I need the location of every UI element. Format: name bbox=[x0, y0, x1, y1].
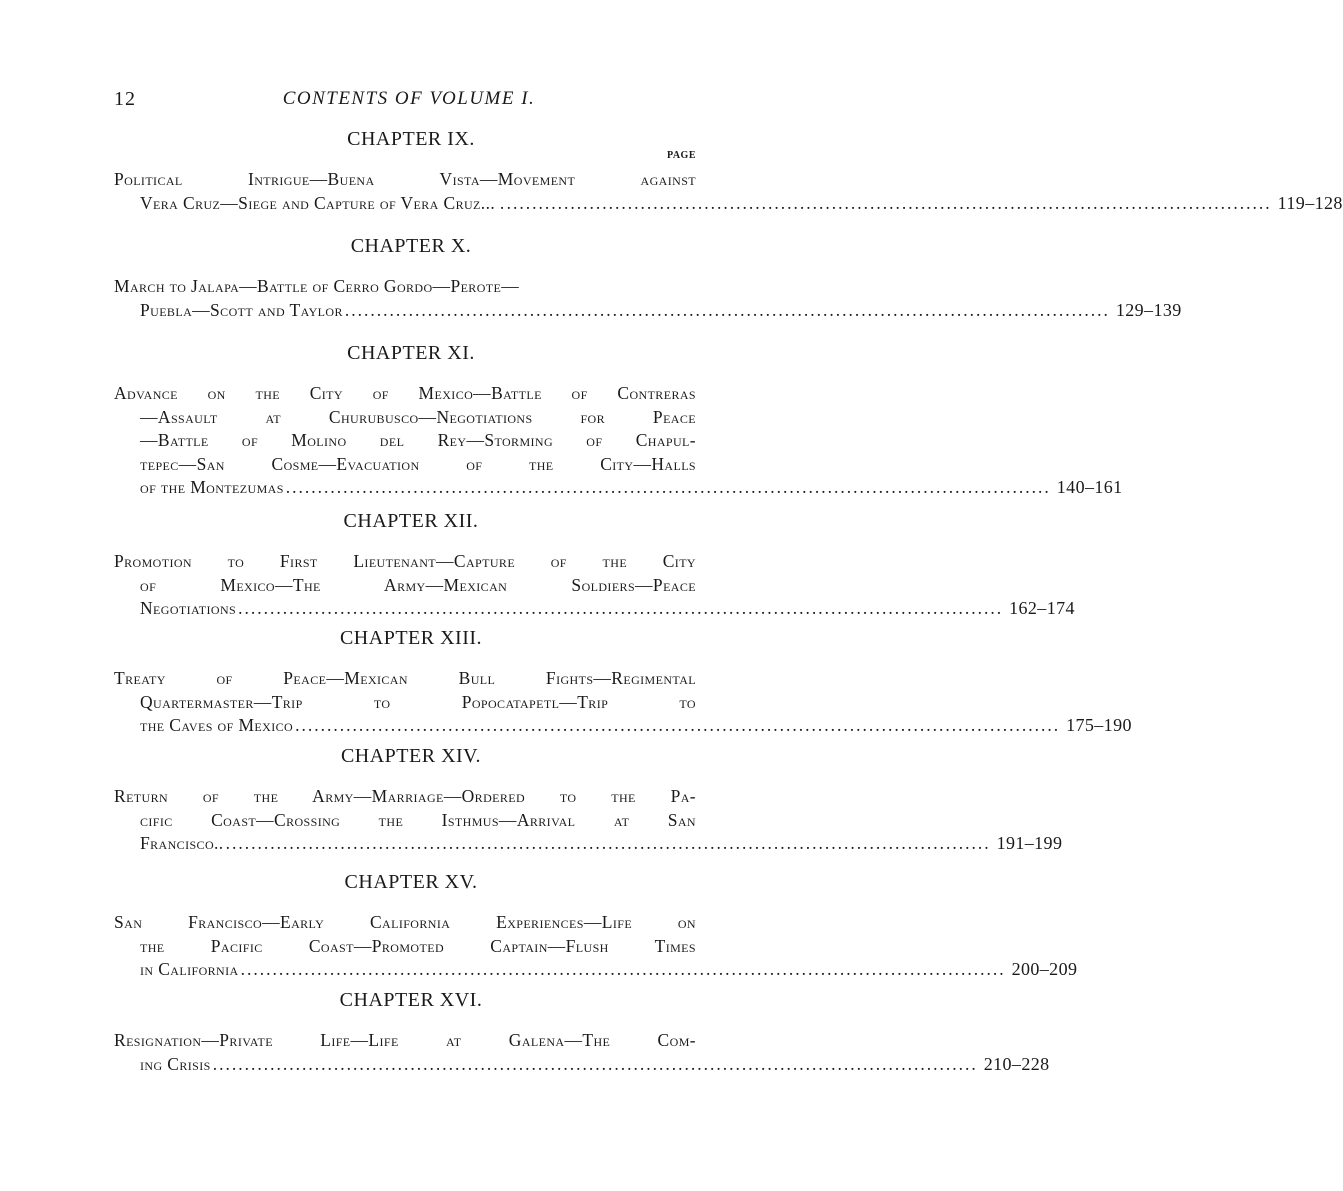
page-column-label: PAGE bbox=[666, 150, 696, 161]
summary-line: tepec—San Cosme—Evacuation of the City—Halls bbox=[140, 453, 696, 474]
page-range: 210–228 bbox=[983, 1053, 1050, 1074]
chapter-heading: CHAPTER IX. bbox=[347, 128, 475, 150]
summary-text: Puebla—Scott and Taylor bbox=[140, 299, 343, 320]
summary-line bbox=[114, 192, 1343, 216]
summary-line bbox=[114, 299, 1182, 323]
chapter-xi bbox=[114, 340, 1123, 500]
page-range: 119–128 bbox=[1277, 192, 1343, 213]
summary-line: Resignation—Private Life—Life at Galena—The Com- bbox=[114, 1030, 696, 1050]
summary-line bbox=[114, 597, 1075, 621]
page-range: 200–209 bbox=[1011, 959, 1078, 979]
summary-text: Negotiations bbox=[140, 598, 237, 618]
summary-text: ing Crisis bbox=[140, 1053, 211, 1074]
dot-leader: ........................................................................................................................ bbox=[212, 1053, 978, 1074]
chapter-xii bbox=[114, 508, 1075, 621]
running-title: CONTENTS OF VOLUME I. bbox=[282, 88, 536, 109]
summary-line: Promotion to First Lieutenant—Capture of the City bbox=[114, 551, 696, 571]
summary-line: —Assault at Churubusco—Negotiations for Peace bbox=[140, 406, 696, 427]
chapter-heading: CHAPTER XIV. bbox=[340, 745, 482, 767]
dot-leader: ........................................................................................................................ bbox=[506, 192, 1272, 213]
chapter-summary bbox=[114, 382, 1123, 500]
summary-text: Vera Cruz—Siege and Capture of Vera Cruz... . bbox=[140, 192, 505, 213]
summary-line: Quartermaster—Trip to Popocatapetl—Trip to bbox=[140, 691, 696, 712]
page-range: 162–174 bbox=[1009, 598, 1075, 618]
chapter-x bbox=[114, 233, 1182, 322]
summary-text: in California bbox=[140, 959, 239, 979]
summary-line: cific Coast—Crossing the Isthmus—Arrival at San bbox=[140, 809, 696, 830]
running-head bbox=[114, 88, 694, 114]
summary-text: the Caves of Mexico bbox=[140, 715, 294, 735]
summary-line: San Francisco—Early California Experiences—Life on bbox=[114, 912, 696, 932]
chapter-summary bbox=[114, 168, 1343, 215]
summary-line bbox=[114, 1053, 1050, 1077]
chapter-summary bbox=[114, 275, 1182, 322]
summary-line bbox=[114, 714, 1132, 738]
summary-line: March to Jalapa—Battle of Cerro Gordo—Perote— bbox=[114, 276, 520, 296]
summary-line: the Pacific Coast—Promoted Captain—Flush Times bbox=[140, 935, 696, 956]
dot-leader: ........................................................................................................................ bbox=[238, 598, 1004, 618]
summary-line bbox=[114, 476, 1123, 500]
summary-line bbox=[114, 832, 1063, 856]
chapter-summary bbox=[114, 785, 1063, 856]
chapter-summary bbox=[114, 667, 1132, 738]
dot-leader: ........................................................................................................................ bbox=[240, 959, 1006, 979]
chapter-summary bbox=[114, 550, 1075, 621]
chapter-heading: CHAPTER X. bbox=[350, 235, 472, 257]
page-range: 129–139 bbox=[1115, 299, 1182, 320]
summary-text: of the Montezumas bbox=[140, 477, 284, 497]
chapter-xv bbox=[114, 869, 1078, 982]
page-range: 140–161 bbox=[1056, 477, 1123, 497]
summary-line: of Mexico—The Army—Mexican Soldiers—Peace bbox=[140, 574, 696, 595]
summary-line: —Battle of Molino del Rey—Storming of Chapul- bbox=[140, 430, 696, 450]
chapter-heading: CHAPTER XVI. bbox=[339, 989, 483, 1011]
chapter-xvi bbox=[114, 987, 1050, 1076]
page-range: 191–199 bbox=[996, 833, 1063, 853]
chapter-heading: CHAPTER XII. bbox=[343, 510, 479, 532]
chapter-heading: CHAPTER XV. bbox=[344, 871, 478, 893]
chapter-summary bbox=[114, 1029, 1050, 1076]
dot-leader: ........................................................................................................................ bbox=[225, 833, 991, 853]
summary-text: Francisco.. bbox=[140, 833, 224, 853]
summary-line bbox=[114, 958, 1078, 982]
chapter-ix bbox=[114, 126, 1343, 215]
summary-line: Political Intrigue—Buena Vista—Movement against bbox=[114, 169, 696, 189]
summary-line: Advance on the City of Mexico—Battle of Contreras bbox=[114, 383, 696, 403]
summary-line: Return of the Army—Marriage—Ordered to the Pa- bbox=[114, 786, 696, 806]
chapter-xiv bbox=[114, 743, 1063, 856]
page-number: 12 bbox=[114, 88, 136, 110]
dot-leader: ........................................................................................................................ bbox=[295, 715, 1061, 735]
page-range: 175–190 bbox=[1066, 715, 1132, 735]
chapter-heading: CHAPTER XI. bbox=[347, 342, 475, 364]
chapter-xiii bbox=[114, 625, 1132, 738]
summary-line: Treaty of Peace—Mexican Bull Fights—Regimental bbox=[114, 668, 696, 688]
chapter-summary bbox=[114, 911, 1078, 982]
dot-leader: ........................................................................................................................ bbox=[344, 299, 1110, 320]
dot-leader: ........................................................................................................................ bbox=[285, 477, 1051, 497]
chapter-heading: CHAPTER XIII. bbox=[339, 627, 483, 649]
